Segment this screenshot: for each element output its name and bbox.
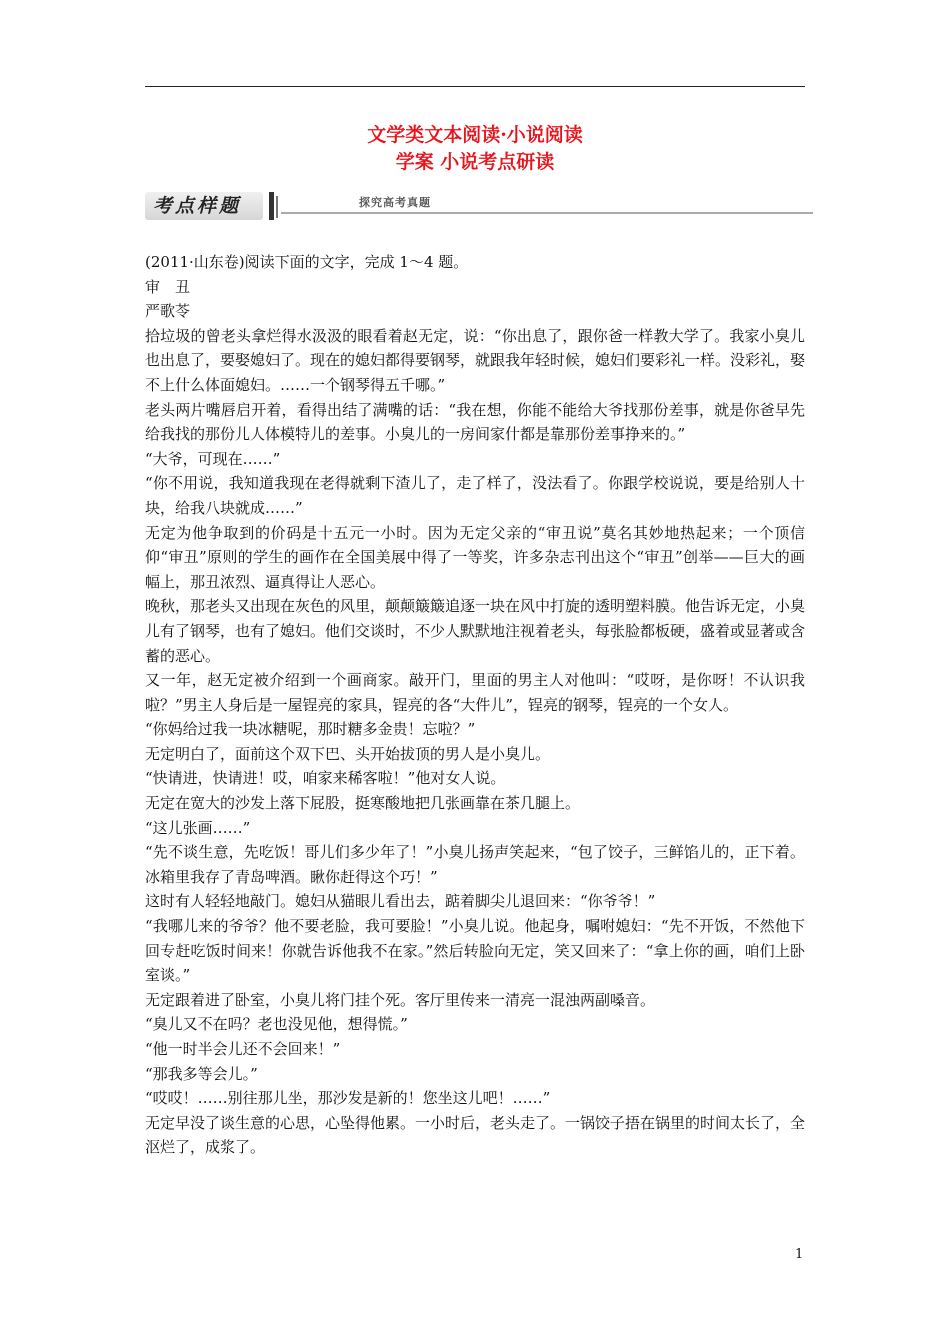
paragraph: “大爷，可现在……”: [145, 449, 281, 468]
title-line-2: 学案 小说考点研读: [395, 151, 555, 173]
paragraph: “快请进，快请进！哎，咱家来稀客啦！”他对女人说。: [145, 769, 506, 788]
paragraph: (2011·山东卷)阅读下面的文字，完成 1～4 题。: [145, 253, 469, 271]
paragraph: “你妈给过我一块冰糖呢，那时糖多金贵！忘啦？”: [145, 720, 476, 739]
paragraph: “臭儿又不在吗？老也没见他，想得慌。”: [145, 1015, 408, 1034]
paragraph: “你不用说，我知道我现在老得就剩下渣儿了，走了样了，没法看了。你跟学校说说，要是给别人十块，给我八块就成……”: [145, 474, 805, 517]
banner-divider-thin: [276, 196, 278, 218]
paragraph: “那我多等会儿。”: [145, 1064, 258, 1083]
paragraph: “我哪儿来的爷爷？他不要老脸，我可要脸！”小臭儿说。他起身，嘱咐媳妇：“先不开饭，不然他下回专赶吃饭时间来！你就告诉他我不在家。”然后转脸向无定，笑又回来了：“拿上你的画，咱们上卧室谈。”: [145, 917, 805, 985]
story-title: 审 丑: [145, 277, 191, 296]
story-author: 严歌苓: [145, 302, 191, 321]
banner-label: 考点样题: [145, 192, 263, 220]
paragraph: 又一年，赵无定被介绍到一个画商家。敲开门，里面的男主人对他叫：“哎呀，是你呀！不认识我啦？”男主人身后是一屋锃亮的家具，锃亮的各“大件儿”，锃亮的钢琴，锃亮的一个女人。: [145, 671, 805, 714]
page-number: 1: [795, 1247, 804, 1262]
header-rule: [145, 86, 805, 87]
paragraph: 无定在宽大的沙发上落下屁股，挺寒酸地把几张画靠在茶几腿上。: [145, 794, 581, 813]
paragraph: “哎哎！……别往那儿坐，那沙发是新的！您坐这儿吧！……”: [145, 1089, 551, 1108]
paragraph: “先不谈生意，先吃饭！哥儿们多少年了！”小臭儿扬声笑起来，“包了饺子，三鲜馅儿的，正下着。冰箱里我存了青岛啤酒。瞅你赶得这个巧！”: [145, 843, 805, 886]
paragraph: 无定明白了，面前这个双下巴、头开始拔顶的男人是小臭儿。: [145, 744, 551, 763]
paragraph: 老头两片嘴唇启开着，看得出结了满嘴的话：“我在想，你能不能给大爷找那份差事，就是你爸早先给我找的那份儿人体模特儿的差事。小臭儿的一房间家什都是靠那份差事挣来的。”: [145, 400, 805, 444]
title-line-1: 文学类文本阅读·小说阅读: [367, 124, 583, 146]
paragraph: 无定为他争取到的价码是十五元一小时。因为无定父亲的“审丑说”莫名其妙地热起来；一个顶信仰“审丑”原则的学生的画作在全国美展中得了一等奖，许多杂志刊出这个“审丑”创举——巨大的画幅上，那丑浓烈、逼真得让人恶心。: [145, 523, 805, 591]
page-title: [145, 122, 805, 176]
section-banner: [145, 192, 813, 222]
paragraph: 无定早没了谈生意的心思，心坠得他累。一小时后，老头走了。一锅饺子捂在锅里的时间太长了，全沤烂了，成浆了。: [145, 1113, 806, 1157]
article-body: [145, 250, 805, 1160]
paragraph: 晚秋，那老头又出现在灰色的风里，颠颠簸簸追逐一块在风中打旋的透明塑料膜。他告诉无定，小臭儿有了钢琴，也有了媳妇。他们交谈时，不少人默默地注视着老头，每张脸都板硬，盛着或显著或含蓄的恶心。: [145, 597, 806, 665]
paragraph: 这时有人轻轻地敲门。媳妇从猫眼儿看出去，踮着脚尖儿退回来：“你爷爷！”: [145, 892, 656, 911]
banner-subtitle: 探究高考真题: [359, 196, 431, 209]
paragraph: 无定跟着进了卧室，小臭儿将门挂个死。客厅里传来一清亮一混浊两副嗓音。: [145, 990, 656, 1009]
paragraph: “这儿张画……”: [145, 818, 251, 837]
paragraph: “他一时半会儿还不会回来！”: [145, 1040, 341, 1058]
banner-divider: [269, 192, 274, 220]
paragraph: 拾垃圾的曾老头拿烂得水汲汲的眼看着赵无定，说：“你出息了，跟你爸一样教大学了。我家小臭儿也出息了，要娶媳妇了。现在的媳妇都得要钢琴，就跟我年轻时候，媳妇们要彩礼一样。没彩礼，娶不上什么体面媳妇。……一个钢琴得五千哪。”: [145, 326, 806, 394]
banner-underline: [281, 212, 813, 214]
